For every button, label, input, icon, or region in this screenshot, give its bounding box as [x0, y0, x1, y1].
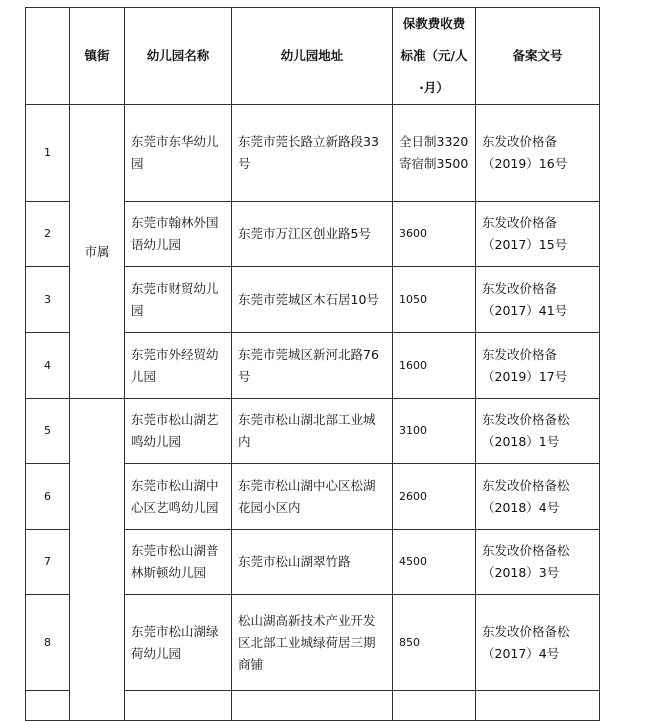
filing-number: 东发改价格备松（2018）1号 [476, 399, 600, 464]
kindergarten-name: 东莞市翰林外国语幼儿园 [125, 202, 232, 267]
tuition-fee [393, 691, 476, 721]
kindergarten-address: 东莞市万江区创业路5号 [232, 202, 393, 267]
header-fee [393, 8, 476, 105]
filing-number: 东发改价格备（2017）41号 [476, 267, 600, 333]
tuition-fee: 3600 [393, 202, 476, 267]
district-cell: 市属 [70, 105, 125, 399]
filing-number: 东发改价格备（2019）16号 [476, 105, 600, 202]
kindergarten-name [125, 691, 232, 721]
row-index: 6 [26, 464, 70, 530]
tuition-fee: 850 [393, 595, 476, 691]
row-index: 7 [26, 530, 70, 595]
filing-number: 东发改价格备松（2017）4号 [476, 595, 600, 691]
kindergarten-name: 东莞市外经贸幼儿园 [125, 333, 232, 399]
tuition-fee: 1600 [393, 333, 476, 399]
table-row [26, 399, 600, 464]
row-index: 5 [26, 399, 70, 464]
row-index: 8 [26, 595, 70, 691]
row-index [26, 691, 70, 721]
filing-number: 东发改价格备松（2018）4号 [476, 464, 600, 530]
kindergarten-name: 东莞市东华幼儿园 [125, 105, 232, 202]
filing-number: 东发改价格备（2019）17号 [476, 333, 600, 399]
row-index: 4 [26, 333, 70, 399]
tuition-fee: 2600 [393, 464, 476, 530]
row-index: 1 [26, 105, 70, 202]
header-name: 幼儿园名称 [125, 8, 232, 105]
tuition-fee: 4500 [393, 530, 476, 595]
kindergarten-address: 东莞市松山湖中心区松湖花园小区内 [232, 464, 393, 530]
filing-number: 东发改价格备（2017）15号 [476, 202, 600, 267]
header-row [26, 8, 600, 105]
header-filing: 备案文号 [476, 8, 600, 105]
row-index: 3 [26, 267, 70, 333]
district-cell [70, 399, 125, 721]
filing-number: 东发改价格备松（2018）3号 [476, 530, 600, 595]
kindergarten-name: 东莞市松山湖绿荷幼儿园 [125, 595, 232, 691]
tuition-fee: 3100 [393, 399, 476, 464]
kindergarten-name: 东莞市财贸幼儿园 [125, 267, 232, 333]
tuition-fee: 1050 [393, 267, 476, 333]
filing-number [476, 691, 600, 721]
header-district: 镇街 [70, 8, 125, 105]
header-fee-label: 保教费收费标准（元/人·月） [400, 16, 468, 95]
header-index [26, 8, 70, 105]
kindergarten-address: 东莞市松山湖翠竹路 [232, 530, 393, 595]
row-index: 2 [26, 202, 70, 267]
kindergarten-address [232, 691, 393, 721]
kindergarten-name: 东莞市松山湖艺鸣幼儿园 [125, 399, 232, 464]
table-row [26, 105, 600, 202]
header-address: 幼儿园地址 [232, 8, 393, 105]
kindergarten-address: 东莞市莞长路立新路段33号 [232, 105, 393, 202]
kindergarten-address: 松山湖高新技术产业开发区北部工业城绿荷居三期商铺 [232, 595, 393, 691]
kindergarten-fee-table [25, 7, 600, 721]
kindergarten-address: 东莞市莞城区木石居10号 [232, 267, 393, 333]
kindergarten-name: 东莞市松山湖中心区艺鸣幼儿园 [125, 464, 232, 530]
kindergarten-address: 东莞市松山湖北部工业城内 [232, 399, 393, 464]
tuition-fee: 全日制3320寄宿制3500 [393, 105, 476, 202]
kindergarten-name: 东莞市松山湖普林斯顿幼儿园 [125, 530, 232, 595]
kindergarten-address: 东莞市莞城区新河北路76号 [232, 333, 393, 399]
